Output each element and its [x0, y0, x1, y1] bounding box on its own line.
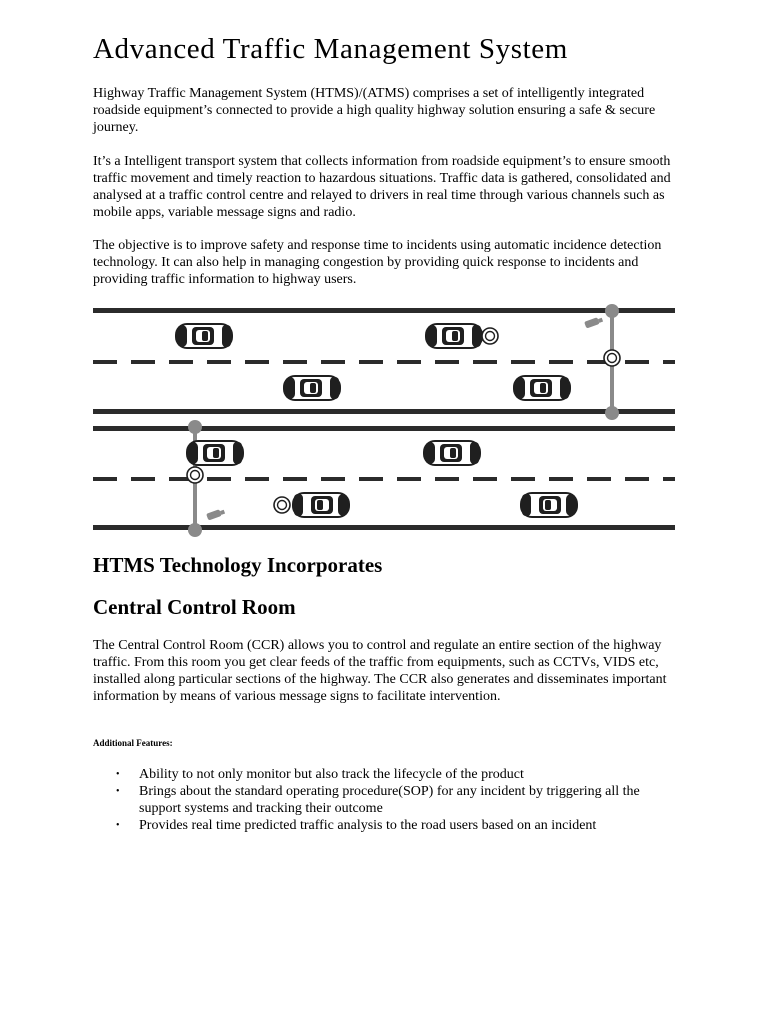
bullet-icon: • [116, 769, 120, 780]
car-icon [426, 324, 482, 348]
cctv-camera-icon [206, 508, 225, 521]
road-edge-bottom [93, 525, 675, 530]
technology-heading: HTMS Technology Incorporates [93, 553, 383, 577]
list-item [93, 783, 683, 817]
highway-diagram [93, 303, 675, 538]
car-icon [187, 441, 243, 465]
road-edge-middle-upper [93, 409, 675, 414]
pole-base-icon [188, 420, 202, 434]
sensor-icon [187, 467, 203, 483]
additional-features-label: Additional Features: [93, 738, 173, 748]
cctv-camera-icon [584, 316, 603, 329]
sensor-icon [482, 328, 498, 344]
road-edge-top [93, 308, 675, 313]
car-icon [424, 441, 480, 465]
ccr-heading: Central Control Room [93, 595, 296, 619]
pole-base-icon [188, 523, 202, 537]
feature-text: Provides real time predicted traffic analysis to the road users based on an incident [139, 818, 597, 833]
feature-text: Brings about the standard operating procedure(SOP) for any incident by triggering all the support systems and tracking their outcome [139, 784, 640, 816]
car-icon [293, 493, 349, 517]
sensor-icon [604, 350, 620, 366]
feature-text: Ability to not only monitor but also track the lifecycle of the product [139, 767, 524, 782]
list-item [93, 817, 683, 834]
its-paragraph: It’s a Intelligent transport system that collects information from roadside equipment’s to ensure smooth traffic movement and timely reaction to hazardous situations. Traffic data is gathered, consolidated and analysed at a traffic control centre and relayed to drivers in real time through various channels such as mobile apps, variable message signs and radio. [93, 154, 671, 220]
pole-base-icon [605, 304, 619, 318]
page-title: Advanced Traffic Management System [93, 33, 568, 65]
road-edge-middle-lower [93, 426, 675, 431]
bullet-icon: • [116, 786, 120, 797]
ccr-paragraph: The Central Control Room (CCR) allows you to control and regulate an entire section of the highway traffic. From this room you get clear feeds of the traffic from equipments, such as CCTVs, VIDS etc, installed along particular sections of the highway. The CCR also generates and disseminates important information by means of various message signs to facilitate intervention. [93, 638, 667, 704]
pole-base-icon [605, 406, 619, 420]
car-icon [514, 376, 570, 400]
features-list [93, 766, 683, 834]
bullet-icon: • [116, 820, 120, 831]
intro-paragraph: Highway Traffic Management System (HTMS)/(ATMS) comprises a set of intelligently integrated roadside equipment’s connected to provide a high quality highway solution ensuring a safe & secure journey. [93, 86, 656, 135]
objective-paragraph: The objective is to improve safety and response time to incidents using automatic incidence detection technology. It can also help in managing congestion by providing quick response to incidents and providing traffic information to highway users. [93, 238, 662, 287]
car-icon [284, 376, 340, 400]
sensor-icon [274, 497, 290, 513]
list-item [93, 766, 683, 783]
car-icon [176, 324, 232, 348]
car-icon [521, 493, 577, 517]
